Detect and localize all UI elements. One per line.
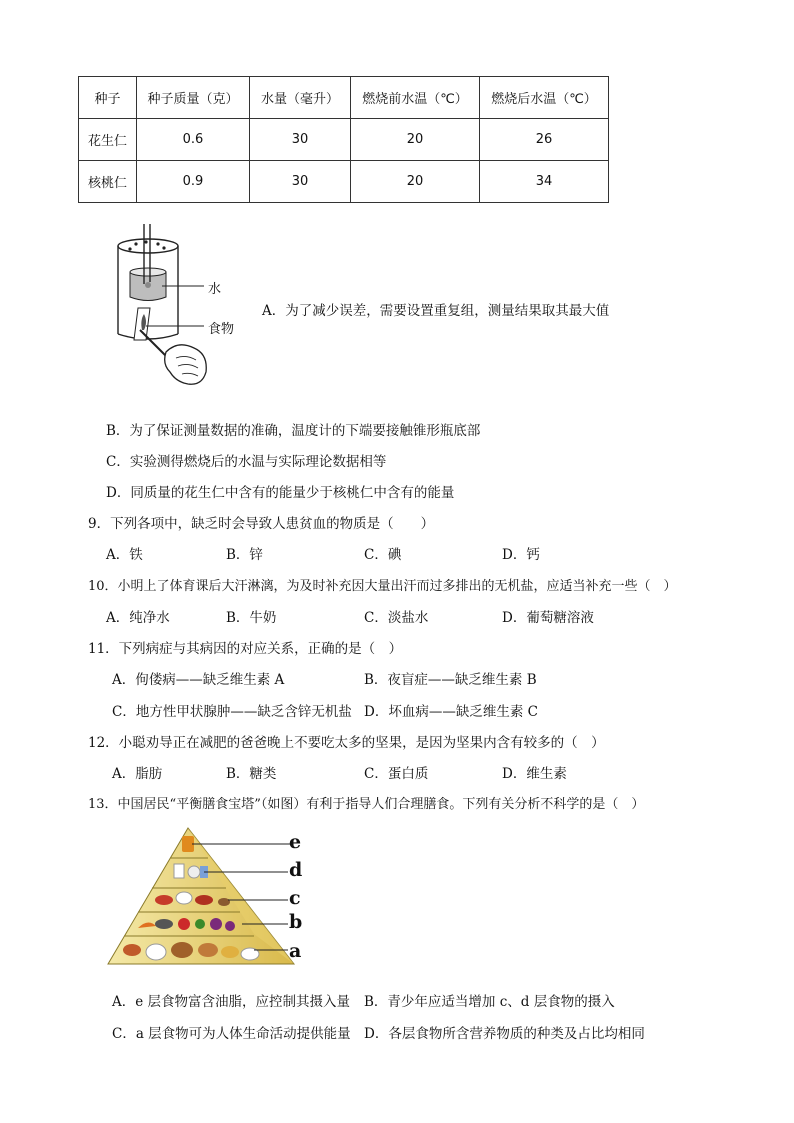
q8-option-b: B．为了保证测量数据的准确，温度计的下端要接触锥形瓶底部 <box>106 423 481 439</box>
table-cell: 30 <box>250 161 351 203</box>
q9-option-c: C．碘 <box>364 547 402 563</box>
table-cell: 0.9 <box>137 161 250 203</box>
label-food: 食物 <box>208 322 235 337</box>
q12-option-b: B．糖类 <box>226 766 277 782</box>
q12-option-a: A．脂肪 <box>112 766 163 782</box>
q8-option-a: A．为了减少误差，需要设置重复组，测量结果取其最大值 <box>262 303 610 319</box>
q10-option-d: D．葡萄糖溶液 <box>502 610 594 626</box>
table-header-cell: 水量（毫升） <box>250 77 351 119</box>
seed-energy-table <box>78 76 609 203</box>
q10-option-a: A．纯净水 <box>106 610 170 626</box>
label-water: 水 <box>208 282 222 297</box>
food-pyramid-figure <box>104 826 314 968</box>
q13-option-d: D．各层食物所含营养物质的种类及占比均相同 <box>364 1026 645 1042</box>
table-header-cell: 种子 <box>79 77 137 119</box>
q9-stem: 9．下列各项中，缺乏时会导致人患贫血的物质是（ ） <box>88 516 435 532</box>
q11-option-c: C．地方性甲状腺肿——缺乏含锌无机盐 <box>112 704 352 720</box>
q13-option-a: A．e 层食物富含油脂，应控制其摄入量 <box>112 994 351 1010</box>
q10-option-c: C．淡盐水 <box>364 610 429 626</box>
table-cell: 30 <box>250 119 351 161</box>
table-cell: 0.6 <box>137 119 250 161</box>
pyramid-label-b: b <box>289 911 303 933</box>
pyramid-label-c: c <box>289 887 301 909</box>
table-cell: 花生仁 <box>79 119 137 161</box>
pyramid-label-a: a <box>289 940 302 962</box>
q10-stem: 10．小明上了体育课后大汗淋漓，为及时补充因大量出汗而过多排出的无机盐，应适当补充一些（ ） <box>88 579 677 594</box>
q10-option-b: B．牛奶 <box>226 610 277 626</box>
q8-option-d: D．同质量的花生仁中含有的能量少于核桃仁中含有的能量 <box>106 485 455 501</box>
q8-option-c: C．实验测得燃烧后的水温与实际理论数据相等 <box>106 454 387 470</box>
table-header-cell: 燃烧后水温（℃） <box>480 77 609 119</box>
table-cell: 20 <box>351 119 480 161</box>
q11-option-a: A．佝偻病——缺乏维生素 A <box>112 672 285 688</box>
table-row <box>79 161 609 203</box>
pyramid-label-d: d <box>289 859 303 881</box>
q13-stem: 13．中国居民“平衡膳食宝塔”（如图）有利于指导人们合理膳食。下列有关分析不科学的是（ ） <box>88 797 645 812</box>
table-cell: 26 <box>480 119 609 161</box>
q11-stem: 11．下列病症与其病因的对应关系，正确的是（ ） <box>88 641 403 657</box>
q12-option-d: D．维生素 <box>502 766 567 782</box>
q9-option-a: A．铁 <box>106 547 143 563</box>
table-cell: 34 <box>480 161 609 203</box>
table-header-cell: 燃烧前水温（℃） <box>351 77 480 119</box>
q11-option-d: D．坏血病——缺乏维生素 C <box>364 704 538 720</box>
q9-option-d: D．钙 <box>502 547 540 563</box>
q13-option-b: B．青少年应适当增加 c、d 层食物的摄入 <box>364 994 615 1010</box>
table-header-row <box>79 77 609 119</box>
q11-option-b: B．夜盲症——缺乏维生素 B <box>364 672 537 688</box>
table-cell: 核桃仁 <box>79 161 137 203</box>
q12-stem: 12．小聪劝导正在减肥的爸爸晚上不要吃太多的坚果，是因为坚果内含有较多的（ ） <box>88 735 605 751</box>
pyramid-label-e: e <box>289 831 302 853</box>
q13-option-c: C．a 层食物可为人体生命活动提供能量 <box>112 1026 351 1042</box>
q9-option-b: B．锌 <box>226 547 263 563</box>
q12-option-c: C．蛋白质 <box>364 766 429 782</box>
combustion-apparatus-figure <box>100 222 250 394</box>
table-row <box>79 119 609 161</box>
table-cell: 20 <box>351 161 480 203</box>
table-header-cell: 种子质量（克） <box>137 77 250 119</box>
